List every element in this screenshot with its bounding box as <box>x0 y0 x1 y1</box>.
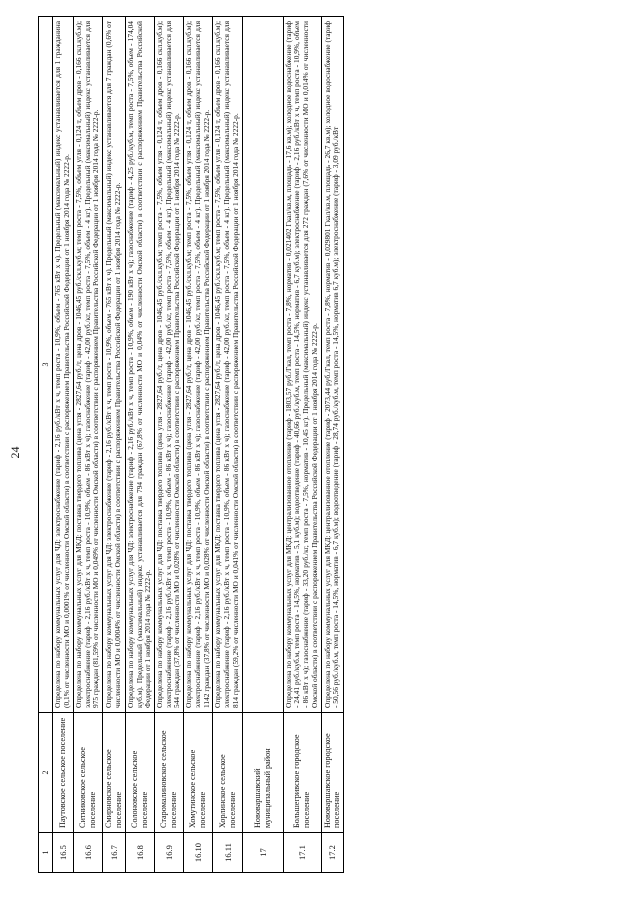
page-number: 24 <box>8 446 22 459</box>
header-col-number: 1 <box>39 833 53 873</box>
table-row <box>242 17 283 873</box>
indices-table <box>38 16 344 873</box>
row-description: Определена по набору коммунальных услуг для ЧД: поставка твердого топлива (цена угля - 2827,64 руб./т, цена дров - 1046,45 руб./скл.куб.м; темп роста - 7,5%, объем угля - 0,124 т, объем дров - 0,166 скл.куб.м); электроснабжение (тариф - 2,16 руб./кВт х ч, темп роста - 10,9%, объем - 86 кВт х ч); газоснабжение (тариф - 42,00 руб./кг, темп роста - 7,5%, объем - 4 кг). Предельный (максимальный) индекс устанавливается для 544 граждан (37,8% от численности МО и 0,028% от численности Омской области) в соответствии с распоряжением Правительства Российской Федерации от 1 ноября 2014 года № 2222-р. <box>155 17 184 713</box>
municipality-name: Старомалиновское сельское поселение <box>155 713 184 833</box>
table-header-row <box>39 17 53 873</box>
table-row <box>213 17 242 873</box>
row-number: 17 <box>242 833 283 873</box>
table-row <box>53 17 73 873</box>
header-col-description: 3 <box>39 17 53 713</box>
row-description: Определена по набору коммунальных услуг для МКД: централизованное отопление (тариф - 1803,57 руб./Гкал, темп роста - 7,8%, норматив - 0,021402 Гкал/кв.м, площадь - 17,6 кв.м); холодное водоснабжение (тариф - 24,41 руб./куб.м, темп роста - 14,5%, норматив - 5,1 куб.м); водоотведение (тариф - 40,66 руб./куб.м, темп роста - 14,5%, норматив - 6,7 куб.м); электроснабжение (тариф - 2,16 руб./кВт х ч, темп роста - 10,9%, объем - 86 кВт х ч); газоснабжение (тариф - 33,20 руб./кг, темп роста - 7,5%, норматив - 10,45 кг). Предельный (максимальный) индекс устанавливается для 272 граждан (7,6% от численности МО и 0,014% от численности Омской области) в соответствии с распоряжением Правительства Российской Федерации от 1 ноября 2014 года № 2222-р. <box>283 17 321 713</box>
table-row <box>125 17 154 873</box>
row-description: Определена по набору коммунальных услуг для МКД: централизованное отопление (тариф - 2073,44 руб./Гкал, темп роста - 7,8%, норматив - 0,029801 Гкал/кв.м, площадь - 26,7 кв.м); холодное водоснабжение (тариф - 50,56 руб./куб.м, темп роста - 14,5%, норматив - 6,7 куб.м); водоотведение (тариф - 28,74 руб./куб.м, темп роста - 14,5%, норматив 6,7 куб.м); электроснабжение (тариф - 3,09 руб./кВт <box>321 17 344 713</box>
municipality-name: Солоновское сельское поселение <box>125 713 154 833</box>
table-row <box>184 17 213 873</box>
row-description <box>242 17 283 713</box>
row-number: 16.9 <box>155 833 184 873</box>
municipality-name: Паутовское сельское поселение <box>53 713 73 833</box>
municipality-name: Хомутинское сельское поселение <box>184 713 213 833</box>
municipality-name: Смирновское сельское поселение <box>103 713 126 833</box>
table-row <box>103 17 126 873</box>
row-description: Определена по набору коммунальных услуг для ЧД: электроснабжение (тариф - 2,16 руб./кВт х ч, темп роста - 10,9%, объем - 190 кВт х ч); газоснабжение (тариф - 4,25 руб./куб.м, темп роста - 7,5%, объем - 174,04 куб.м). Предельный (максимальный) индекс устанавливается для 794 граждан (67,8% от численности МО и 0,04% от численности Омской области) в соответствии с распоряжением Правительства Российской Федерации от 1 ноября 2014 года № 2222-р. <box>125 17 154 713</box>
row-number: 16.6 <box>73 833 102 873</box>
row-description: Определена по набору коммунальных услуг для ЧД: поставка твердого топлива (цена угля - 2827,64 руб./т, цена дров - 1046,45 руб./скл.куб.м; темп роста - 7,5%, объем угля - 0,124 т, объем дров - 0,166 скл.куб.м); электроснабжение (тариф - 2,16 руб./кВт х ч, темп роста - 10,9%, объем - 86 кВт х ч); газоснабжение (тариф - 42,00 руб./кг, темп роста - 7,5%, объем - 4 кг). Предельный (максимальный) индекс устанавливается для 1142 граждан (37,8% от численности МО и 0,028% от численности Омской области) в соответствии с распоряжением Правительства Российской Федерации от 1 ноября 2014 года № 2222-р. <box>184 17 213 713</box>
row-number: 16.7 <box>103 833 126 873</box>
row-description: Определена по набору коммунальных услуг для ЧД: электроснабжение (тариф - 2,16 руб./кВт х ч, темп роста - 10,9%, объем - 765 кВт х ч). Предельный (максимальный) индекс устанавливается для 1 гражданина (0,1% от численности МО и 0,0001% от численности Омской области) в соответствии с распоряжением Правительства Российской Федерации от 1 ноября 2014 года № 2222-р. <box>53 17 73 713</box>
municipality-name: Нововаршавский муниципальный район <box>242 713 283 833</box>
municipality-name: Хорлинское сельское поселение <box>213 713 242 833</box>
table-row <box>283 17 321 873</box>
municipality-name: Нововаршавское городское поселение <box>321 713 344 833</box>
row-number: 17.2 <box>321 833 344 873</box>
municipality-name: Ситниковское сельское поселение <box>73 713 102 833</box>
row-number: 17.1 <box>283 833 321 873</box>
row-number: 16.5 <box>53 833 73 873</box>
header-col-name: 2 <box>39 713 53 833</box>
table-row <box>321 17 344 873</box>
row-number: 16.8 <box>125 833 154 873</box>
table-row <box>73 17 102 873</box>
row-description: Определена по набору коммунальных услуг для МКД: поставка твердого топлива (цена угля - 2827,64 руб./т, цена дров - 1046,45 руб./скл.куб.м; темп роста - 7,5%, объем угля - 0,124 т, объем дров - 0,166 скл.куб.м); электроснабжение (тариф - 2,16 руб./кВт х ч, темп роста - 10,9%, объем - 86 кВт х ч); газоснабжение (тариф - 42,00 руб./кг, темп роста - 7,5%, объем - 4 кг). Предельный (максимальный) индекс устанавливается для 975 граждан (81,59% от численности МО и 0,049% от численности Омской области) в соответствии с распоряжением Правительства Российской Федерации от 1 ноября 2014 года № 2222-р. <box>73 17 102 713</box>
row-number: 16.11 <box>213 833 242 873</box>
row-description: Определена по набору коммунальных услуг для ЧД: электроснабжение (тариф - 2,16 руб./кВт х ч, темп роста - 10,9%, объем - 765 кВт х ч). Предельный (максимальный) индекс устанавливается для 7 граждан (0,6% от численности МО и 0,0004% от численности Омской области) в соответствии с распоряжением Правительства Российской Федерации от 1 ноября 2014 года № 2222-р. <box>103 17 126 713</box>
municipality-name: Большегривское городское поселение <box>283 713 321 833</box>
table-row <box>155 17 184 873</box>
row-number: 16.10 <box>184 833 213 873</box>
row-description: Определена по набору коммунальных услуг для МКД: поставка твердого топлива (цена угля - 2827,64 руб./т, цена дров - 1046,45 руб./скл.куб.м; темп роста - 7,5%, объем угля - 0,124 т, объем дров - 0,166 скл.куб.м); электроснабжение (тариф - 2,16 руб./кВт х ч, темп роста - 10,9%, объем - 86 кВт х ч); газоснабжение (тариф - 42,00 руб./кг, темп роста - 7,5%, объем - 4 кг). Предельный (максимальный) индекс устанавливается для 814 граждан (59,2% от численности МО и 0,041% от численности Омской области) в соответствии с распоряжением Правительства Российской Федерации от 1 ноября 2014 года № 2222-р. <box>213 17 242 713</box>
